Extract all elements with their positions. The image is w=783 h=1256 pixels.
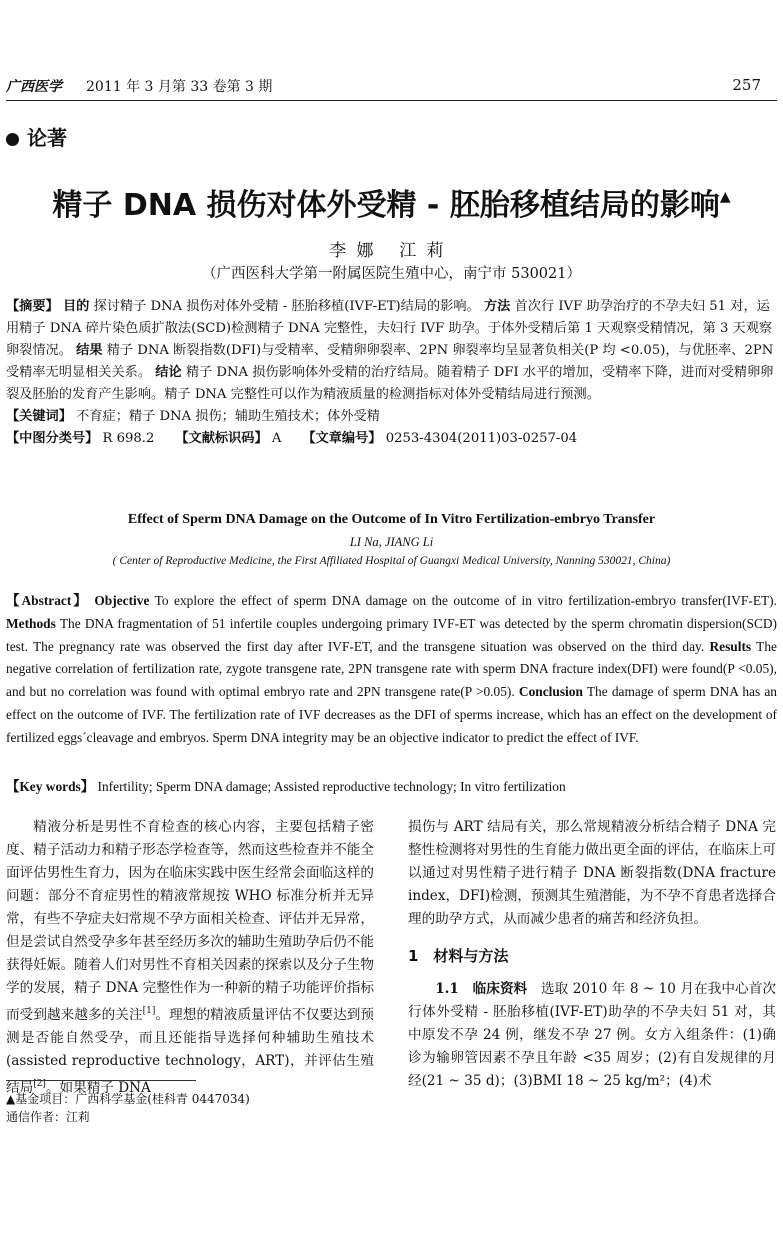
citation-1: [1] bbox=[142, 1006, 156, 1016]
body-right-column bbox=[408, 816, 776, 1093]
footnote-author: 通信作者：江莉 bbox=[6, 1110, 91, 1124]
authors-en: LI Na, JIANG Li bbox=[349, 535, 434, 549]
citation-2: [2] bbox=[33, 1079, 46, 1089]
authors-cn: 李娜 江莉 bbox=[329, 241, 454, 261]
body-left-column bbox=[6, 816, 374, 1100]
affiliation-en: ( Center of Reproductive Medicine, the First Affiliated Hospital of Guangxi Medical University, Nanning 530021, China) bbox=[112, 555, 671, 567]
title-cn: 精子 DNA 损伤对体外受精 - 胚胎移植结局的影响▲ bbox=[52, 188, 731, 223]
intro-paragraph: 精液分析是男性不育检查的核心内容，主要包括精子密度、精子活动力和精子形态学检查等，然而这些检查并不能全面评估男性生育力，因为在临床实践中医生经常会面临这样的问题：部分不育症男性的精液常规按 WHO 标准分析并无异常，有些不孕症夫妇常规不孕方面相关检查、评估并无异常，但是尝试自然受孕多年甚至经历多次的辅助生殖助孕后仍不能获得妊娠。随着人们对男性不育相关因素的探索以及分子生物学的发展，精子 DNA 完整性作为一种新的精子功能评价指标而受到越来越多的关注[1]。理想的精液质量评估不仅要达到预测是否能自然受孕，而且还能指导选择何种辅助生殖技术(assisted reproductive technology，ART)，并评估生殖结局[2]。如果精子 DNA bbox=[6, 819, 375, 1096]
journal-name: 广西医学 bbox=[6, 79, 62, 95]
abstract-en: 【Abstract】 Objective To explore the effect of sperm DNA damage on the outcome of in vitro fertilization-embryo transfer(IVF-ET). Methods The DNA fragmentation of 51 infertile couples undergoing primary IVF-ET was detected by the sperm chromatin dispersion(SCD) test. The pregnancy rate was observed the first day after IVF-ET, and the transgene situation was observed on the third day. Results The negative correlation of fertilization rate, zygote transgene rate, 2PN transgene rate with sperm DNA fracture index(DFI) were found(P <0.05), and but no correlation was found with optimal embryo rate and 2PN transgene rate(P >0.05). Conclusion The damage of sperm DNA has an effect on the outcome of IVF. The fertilization rate of IVF decreases as the DFI of sperms increase, which has an effect on the development of fertilized eggs´cleavage and embryos. Sperm DNA integrity may be an objective indicator to predict the effect of IVF. bbox=[6, 593, 778, 745]
footnotes bbox=[6, 1090, 250, 1126]
section-heading: 1 材料与方法 bbox=[408, 947, 509, 965]
bullet-icon bbox=[6, 133, 19, 146]
footnote-rule bbox=[6, 1080, 196, 1081]
issue-info: 2011 年 3 月第 33 卷第 3 期 bbox=[86, 79, 273, 95]
intro-paragraph-cont: 损伤与 ART 结局有关，那么常规精液分析结合精子 DNA 完整性检测将对男性的生育能力做出更全面的评估，在临床上可以通过对男性精子进行精子 DNA 断裂指数(DNA fracture index，DFI)检测，预测其生殖潜能，为不孕不育患者选择合理的助孕方式，从而减少患者的痛苦和经济负担。 bbox=[408, 819, 776, 927]
affiliation-cn: （广西医科大学第一附属医院生殖中心，南宁市 530021） bbox=[202, 266, 581, 282]
header-rule bbox=[6, 100, 777, 101]
abstract-cn: 【摘要】 目的 探讨精子 DNA 损伤对体外受精 - 胚胎移植(IVF-ET)结局的影响。 方法 首次行 IVF 助孕治疗的不孕夫妇 51 对，运用精子 DNA 碎片染色质扩散法(SCD)检测精子 DNA 完整性，夫妇行 IVF 助孕。于体外受精后第 1 天观察受精情况，第 3 天观察卵裂情况。 结果 精子 DNA 断裂指数(DFI)与受精率、受精卵卵裂率、2PN 卵裂率均呈显著负相关(P 均 <0.05)，与优胚率、2PN 受精率无明显相关关系。 结论 精子 DNA 损伤影响体外受精的治疗结局。随着精子 DFI 水平的增加，受精率下降，进而对受精卵卵裂及胚胎的发育产生影响。精子 DNA 完整性可以作为精液质量的检测指标对体外受精结局进行预测。 【关键词】 不育症；精子 DNA 损伤；辅助生殖技术；体外受精 【中图分类号】 R 698.2 【文献标识码】 A 【文章编号】 0253-4304(2011)03-0257-04 bbox=[6, 296, 777, 450]
section-label: 论著 bbox=[6, 122, 67, 151]
footnote-fund: ▲基金项目：广西科学基金(桂科青 0447034) bbox=[6, 1092, 250, 1106]
keywords-en: 【Key words】 Infertility; Sperm DNA damage; Assisted reproductive technology; In vitro fertilization bbox=[6, 779, 566, 794]
fund-mark: ▲ bbox=[719, 189, 731, 205]
title-en: Effect of Sperm DNA Damage on the Outcome of In Vitro Fertilization-embryo Transfer bbox=[127, 512, 656, 527]
classification: 【中图分类号】 R 698.2 【文献标识码】 A 【文章编号】 0253-4304(2011)03-0257-04 bbox=[6, 431, 578, 446]
keywords-cn: 【关键词】 不育症；精子 DNA 损伤；辅助生殖技术；体外受精 bbox=[6, 409, 380, 424]
materials-paragraph: 1.1 临床资料 选取 2010 年 8 ~ 10 月在我中心首次行体外受精 - 胚胎移植(IVF-ET)助孕的不孕夫妇 51 对，其中原发不孕 24 例，继发不孕 27 例。女方入组条件：(1)确诊为输卵管因素不孕且年龄 <35 周岁；(2)有自发规律的月经(21 ~ 35 d)；(3)BMI 18 ~ 25 kg/m²；(4)术 bbox=[408, 981, 777, 1089]
page-number: 257 bbox=[732, 76, 761, 94]
